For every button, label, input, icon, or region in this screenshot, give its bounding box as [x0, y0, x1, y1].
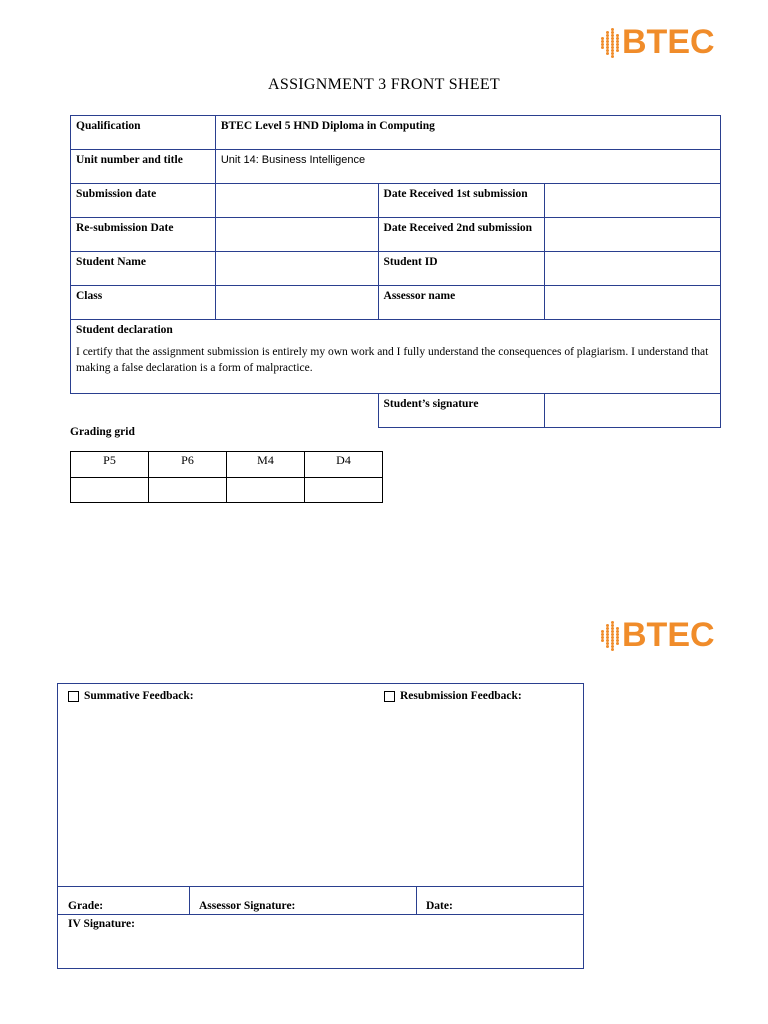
grade-header-d4: D4 — [305, 452, 383, 478]
logo-dots-icon — [600, 618, 620, 652]
checkbox-icon[interactable] — [68, 691, 79, 702]
logo-dot — [611, 648, 614, 651]
grade-header-p6: P6 — [149, 452, 227, 478]
submission-date-label: Submission date — [71, 184, 216, 218]
assessor-signature-label: Assessor Signature: — [199, 900, 296, 912]
grade-cell-d4[interactable] — [305, 478, 383, 503]
logo-dots-icon — [600, 25, 620, 59]
signature-field[interactable] — [545, 394, 721, 428]
grade-header-p5: P5 — [71, 452, 149, 478]
summative-feedback-option[interactable] — [68, 690, 194, 702]
declaration-label: Student declaration — [76, 324, 173, 336]
logo-dot — [606, 645, 609, 648]
front-sheet-table — [70, 115, 721, 428]
student-id-field[interactable] — [545, 252, 721, 286]
logo-dot — [611, 55, 614, 58]
grade-cell-p6[interactable] — [149, 478, 227, 503]
qualification-value: BTEC Level 5 HND Diploma in Computing — [215, 116, 720, 150]
feedback-divider — [58, 914, 583, 915]
date-received-1-label: Date Received 1st submission — [378, 184, 545, 218]
logo-dot — [601, 46, 604, 49]
resubmission-date-label: Re-submission Date — [71, 218, 216, 252]
assessor-name-field[interactable] — [545, 286, 721, 320]
summative-feedback-label: Summative Feedback: — [84, 690, 194, 702]
student-name-field[interactable] — [215, 252, 378, 286]
class-label: Class — [71, 286, 216, 320]
resubmission-date-field[interactable] — [215, 218, 378, 252]
grade-cell-m4[interactable] — [227, 478, 305, 503]
grade-cell-p5[interactable] — [71, 478, 149, 503]
class-field[interactable] — [215, 286, 378, 320]
feedback-divider — [58, 886, 583, 887]
resubmission-feedback-label: Resubmission Feedback: — [400, 690, 522, 702]
btec-logo-top — [600, 25, 715, 59]
unit-label: Unit number and title — [71, 150, 216, 184]
date-received-2-label: Date Received 2nd submission — [378, 218, 545, 252]
grade-label: Grade: — [68, 900, 104, 912]
date-received-2-field[interactable] — [545, 218, 721, 252]
grading-grid-label: Grading grid — [70, 426, 135, 438]
assessor-name-label: Assessor name — [378, 286, 545, 320]
logo-text: BTEC — [622, 23, 715, 61]
iv-signature-label: IV Signature: — [68, 918, 135, 930]
submission-date-field[interactable] — [215, 184, 378, 218]
logo-dot — [601, 639, 604, 642]
logo-dot — [616, 49, 619, 52]
feedback-box — [57, 683, 584, 969]
checkbox-icon[interactable] — [384, 691, 395, 702]
resubmission-feedback-option[interactable] — [384, 690, 522, 702]
qualification-label: Qualification — [71, 116, 216, 150]
date-received-1-field[interactable] — [545, 184, 721, 218]
unit-value: Unit 14: Business Intelligence — [215, 150, 720, 184]
btec-logo-bottom — [600, 618, 715, 652]
column-divider — [189, 886, 190, 914]
declaration-cell — [71, 320, 721, 394]
student-name-label: Student Name — [71, 252, 216, 286]
grade-header-m4: M4 — [227, 452, 305, 478]
column-divider — [416, 886, 417, 914]
date-label: Date: — [426, 900, 453, 912]
logo-text: BTEC — [622, 616, 715, 654]
logo-dot — [616, 642, 619, 645]
declaration-text: I certify that the assignment submission is entirely my own work and I fully understand the consequences of plagiarism. I understand that making a false declaration is a form of malpractice. — [76, 346, 709, 374]
logo-dot — [606, 52, 609, 55]
page-title: ASSIGNMENT 3 FRONT SHEET — [268, 76, 500, 93]
signature-spacer — [71, 394, 379, 428]
student-id-label: Student ID — [378, 252, 545, 286]
signature-label: Student’s signature — [378, 394, 545, 428]
grading-grid — [70, 451, 383, 503]
